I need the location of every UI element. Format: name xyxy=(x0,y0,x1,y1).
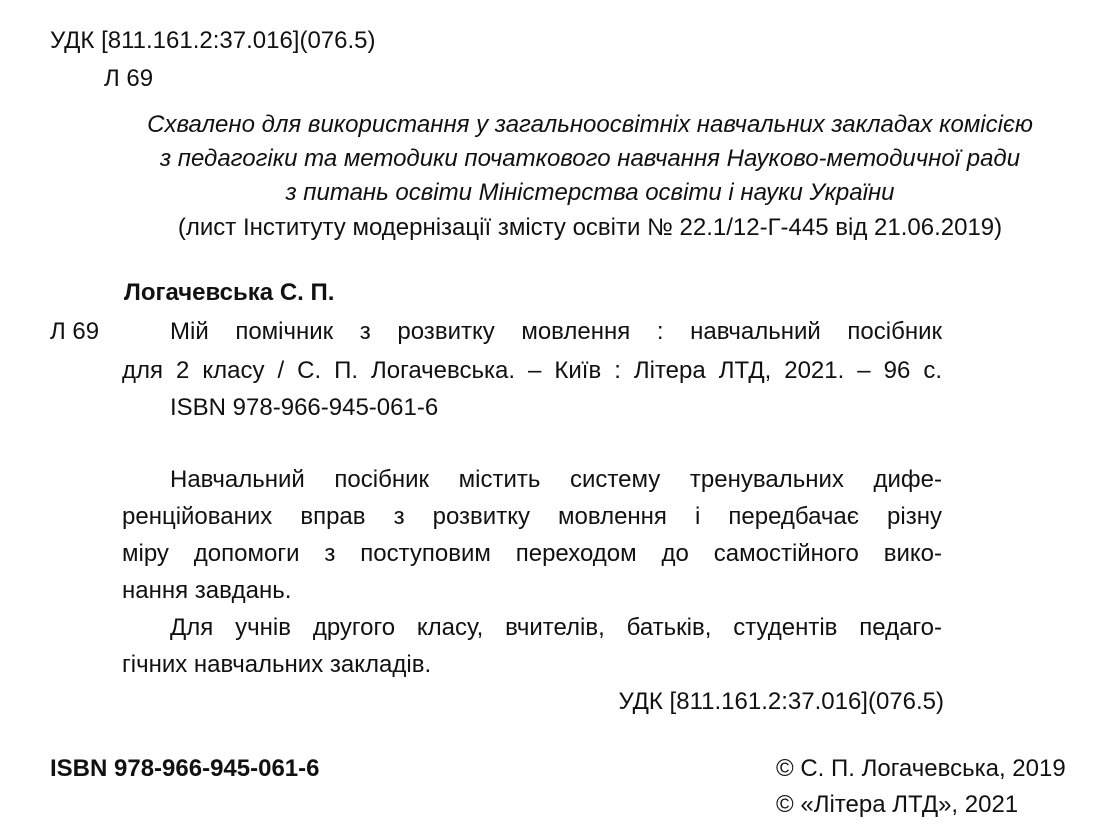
annotation-line-3: міру допомоги з поступовим переходом до самостійного вико- xyxy=(122,540,942,567)
annotation-udk: УДК [811.161.2:37.016](076.5) xyxy=(618,688,944,715)
udk-header: УДК [811.161.2:37.016](076.5) xyxy=(50,27,376,54)
catalog-line-1: Мій помічник з розвитку мовлення : навчальний посібник xyxy=(170,318,942,345)
copyright-author: © С. П. Логачевська, 2019 xyxy=(776,755,1066,782)
catalog-isbn: ISBN 978-966-945-061-6 xyxy=(170,394,439,421)
approval-block xyxy=(60,108,1120,246)
annotation-line-1: Навчальний посібник містить систему тренувальних дифе- xyxy=(170,466,942,493)
copyright-publisher: © «Літера ЛТД», 2021 xyxy=(776,791,1019,818)
approval-line-1: Схвалено для використання у загальноосвітніх навчальних закладах комісією xyxy=(147,111,1033,138)
author-mark: Л 69 xyxy=(104,65,154,92)
approval-line-3: з питань освіти Міністерства освіти і науки України xyxy=(285,179,895,206)
annotation-line-4: нання завдань. xyxy=(122,577,292,604)
annotation-line-5: Для учнів другого класу, вчителів, батьків, студентів педаго- xyxy=(170,614,942,641)
approval-line-2: з педагогіки та методики початкового навчання Науково-методичної ради xyxy=(159,145,1021,172)
catalog-mark: Л 69 xyxy=(50,318,100,345)
annotation-line-6: гічних навчальних закладів. xyxy=(122,651,432,678)
catalog-line-2: для 2 класу / С. П. Логачевська. – Київ : Літера ЛТД, 2021. – 96 с. xyxy=(122,357,942,384)
annotation-line-2: ренційованих вправ з розвитку мовлення і передбачає різну xyxy=(122,503,942,530)
footer-isbn: ISBN 978-966-945-061-6 xyxy=(50,755,320,782)
author-heading: Логачевська С. П. xyxy=(124,279,335,306)
approval-note: (лист Інституту модернізації змісту освіти № 22.1/12-Г-445 від 21.06.2019) xyxy=(177,214,1003,241)
